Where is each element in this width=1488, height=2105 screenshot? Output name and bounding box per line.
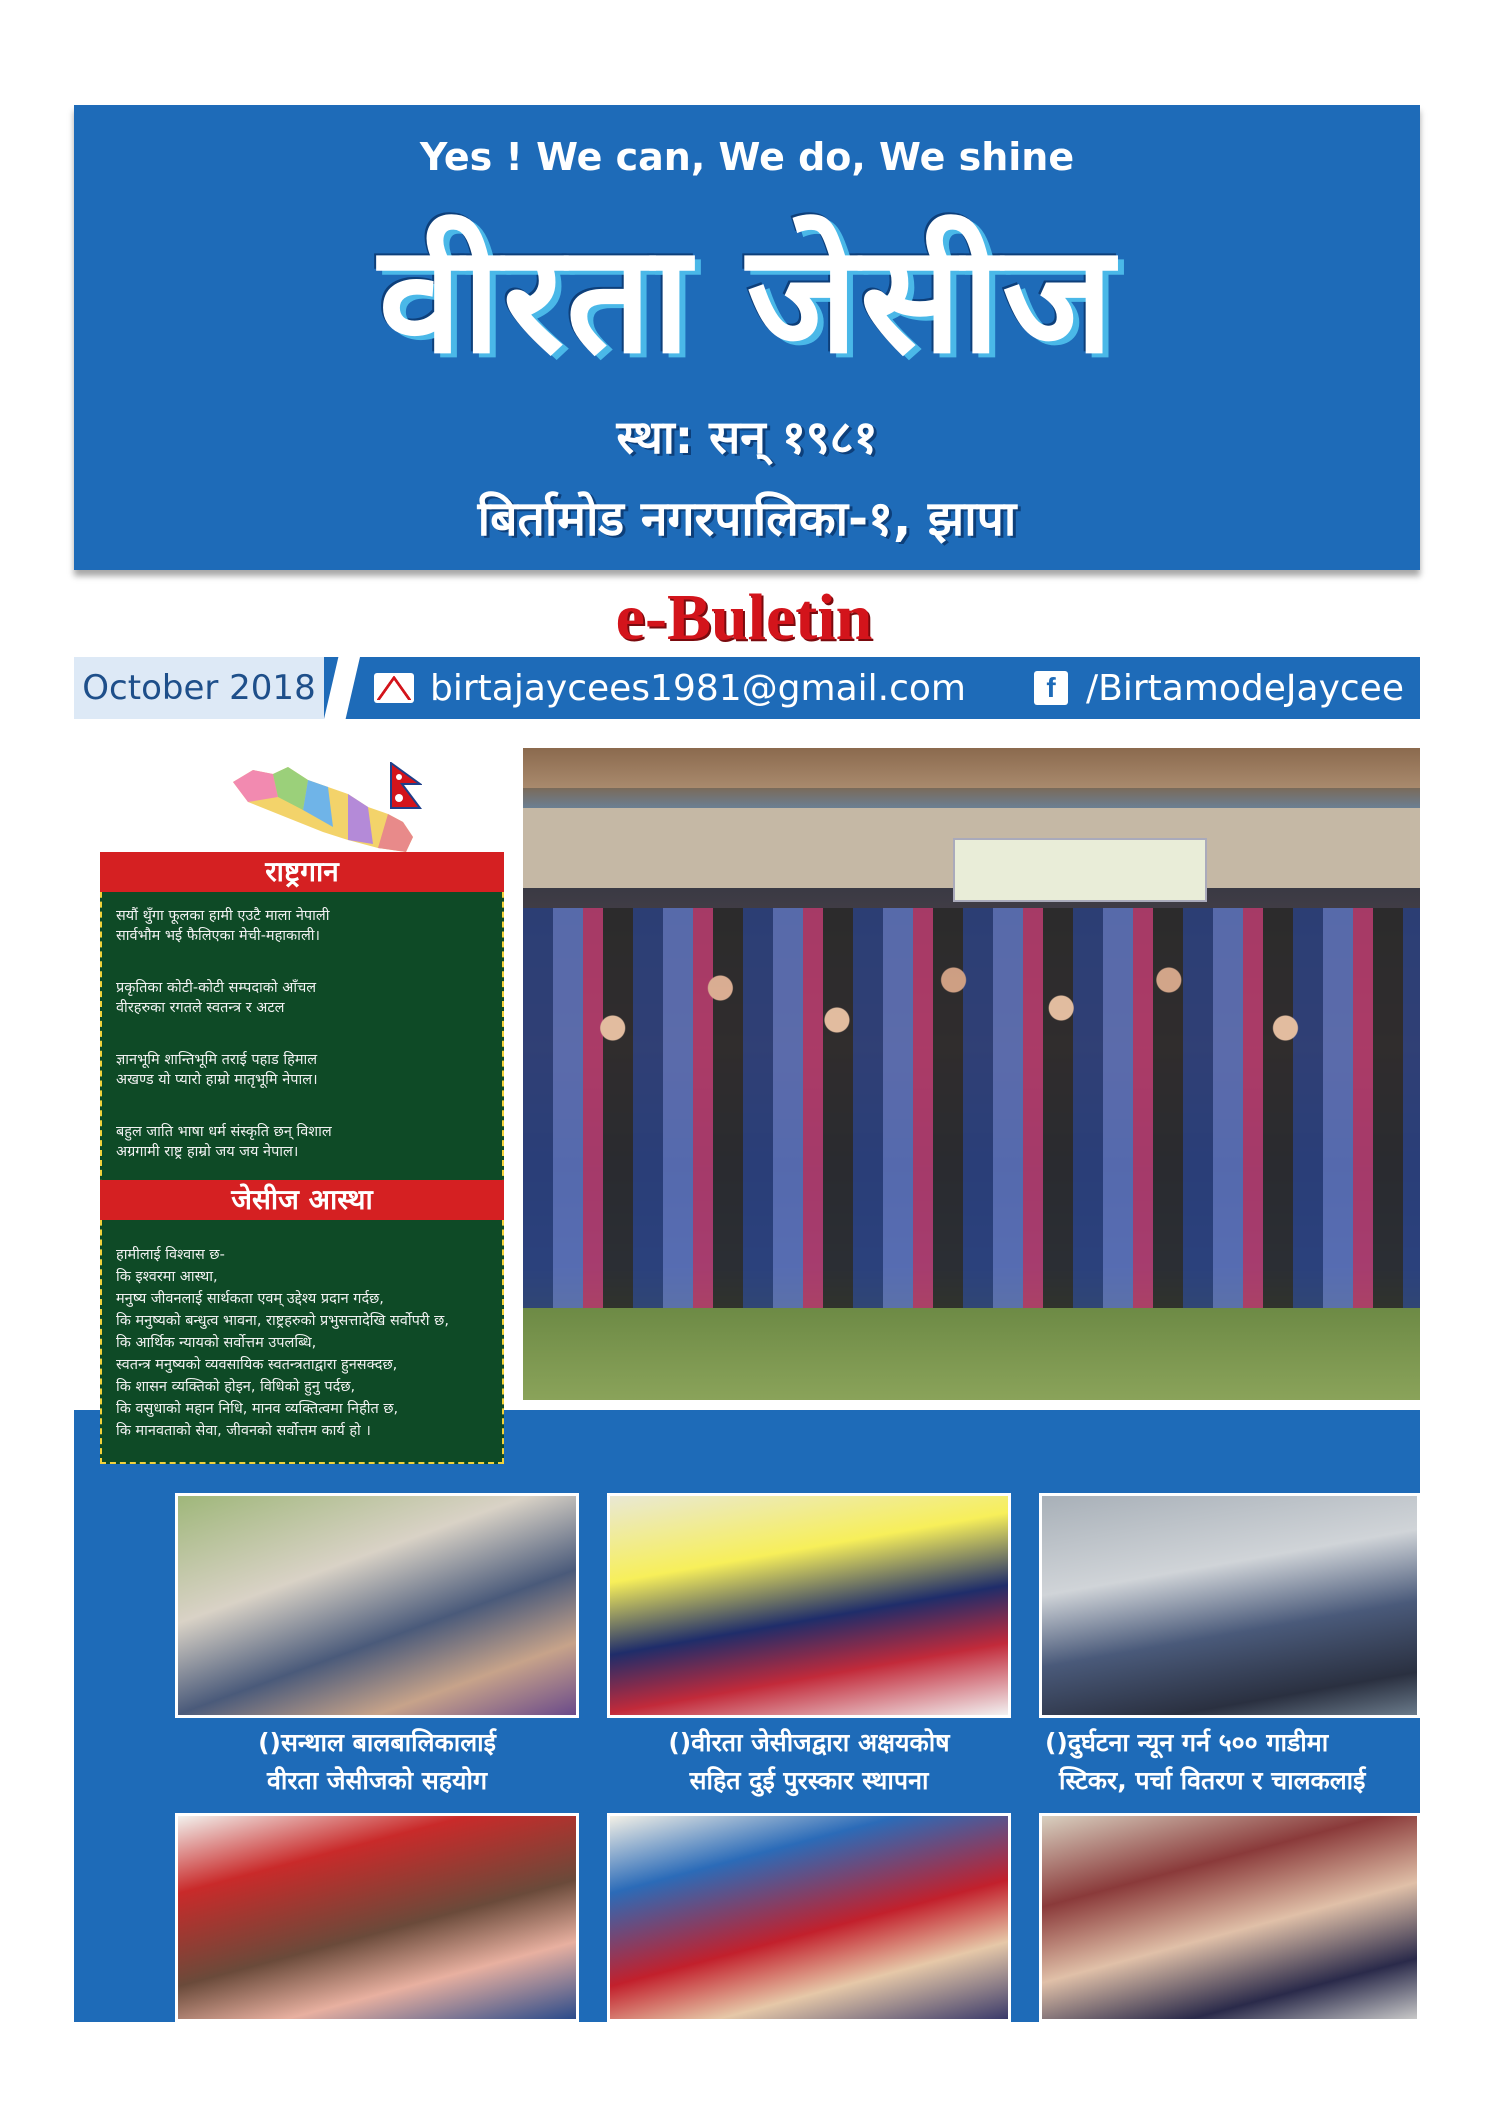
organization-title: वीरता जेसीज xyxy=(378,213,1116,387)
anthem-line: ज्ञानभूमि शान्तिभूमि तराई पहाड हिमाल xyxy=(116,1052,318,1068)
anthem-line: वीरहरुका रगतले स्वतन्त्र र अटल xyxy=(116,1000,285,1016)
creed-line: कि आर्थिक न्यायको सर्वोत्तम उपलब्धि, xyxy=(116,1335,317,1351)
established-year: स्था: सन् १९८१ xyxy=(616,410,878,464)
anthem-heading: राष्ट्रगान xyxy=(100,852,504,892)
facebook-handle[interactable]: /BirtamodeJaycee xyxy=(1086,667,1404,709)
main-group-photo xyxy=(523,748,1420,1400)
info-panel xyxy=(100,852,504,1464)
caption-line: ()दुर्घटना न्यून गर्न ५०० गाडीमा xyxy=(1045,1728,1329,1757)
tagline: Yes ! We can, We do, We shine xyxy=(419,135,1075,179)
nepal-flag-icon xyxy=(390,762,422,810)
anthem-line: बहुल जाति भाषा धर्म संस्कृति छन् विशाल xyxy=(116,1124,332,1140)
caption-line: ()सन्थाल बालबालिकालाई xyxy=(258,1728,496,1757)
anthem-line: अग्रगामी राष्ट्र हाम्रो जय जय नेपाल। xyxy=(116,1144,299,1160)
news-caption-3 xyxy=(1031,1724,1420,1800)
mail-icon xyxy=(374,673,414,703)
news-photo-5 xyxy=(607,1813,1011,2022)
photo-crowd xyxy=(523,908,1420,1308)
email-address[interactable]: birtajaycees1981@gmail.com xyxy=(430,667,966,709)
caption-line: स्टिकर, पर्चा वितरण र चालकलाई xyxy=(1059,1766,1366,1795)
creed-heading: जेसीज आस्था xyxy=(100,1180,504,1220)
line-gap xyxy=(116,1090,332,1122)
divider xyxy=(324,657,360,719)
info-bar xyxy=(74,657,1420,719)
line-gap xyxy=(116,1018,332,1050)
creed-line: मनुष्य जीवनलाई सार्थकता एवम् उद्देश्य प्रदान गर्दछ, xyxy=(116,1291,384,1307)
news-photo-1 xyxy=(175,1493,579,1718)
creed-line: कि वसुधाको महान निधि, मानव व्यक्तित्वमा निहीत छ, xyxy=(116,1401,399,1417)
creed-line: कि मनुष्यको बन्धुत्व भावना, राष्ट्रहरुको प्रभुसत्तादेखि सर्वोपरी छ, xyxy=(116,1313,449,1329)
facebook-contact[interactable] xyxy=(1034,657,1404,719)
issue-date: October 2018 xyxy=(74,657,324,719)
creed-line: कि शासन व्यक्तिको होइन, विधिको हुनु पर्दछ, xyxy=(116,1379,356,1395)
caption-line: सहित दुई पुरस्कार स्थापना xyxy=(689,1766,929,1795)
masthead xyxy=(74,105,1420,570)
news-caption-2 xyxy=(599,1724,1019,1800)
anthem-line: अखण्ड यो प्यारो हाम्रो मातृभूमि नेपाल। xyxy=(116,1072,318,1088)
news-photo-3 xyxy=(1039,1493,1420,1718)
creed-line: हामीलाई विश्वास छ- xyxy=(116,1247,225,1263)
creed-line: स्वतन्त्र मनुष्यको व्यवसायिक स्वतन्त्रताद्वारा हुनसक्दछ, xyxy=(116,1357,398,1373)
address: बिर्तामोड नगरपालिका-१, झापा xyxy=(477,491,1017,547)
news-photo-4 xyxy=(175,1813,579,2022)
anthem-text xyxy=(116,906,332,1162)
creed-text xyxy=(116,1244,449,1442)
photo-banner xyxy=(953,838,1207,902)
creed-line: कि मानवताको सेवा, जीवनको सर्वोत्तम कार्य हो । xyxy=(116,1423,371,1439)
news-photo-6 xyxy=(1039,1813,1420,2022)
line-gap xyxy=(116,946,332,978)
email-contact[interactable] xyxy=(374,657,966,719)
anthem-line: सयौं थुँगा फूलका हामी एउटै माला नेपाली xyxy=(116,908,330,924)
anthem-line: सार्वभौम भई फैलिएका मेची-महाकाली। xyxy=(116,928,321,944)
anthem-line: प्रकृतिका कोटी-कोटी सम्पदाको आँचल xyxy=(116,980,317,996)
bulletin-label: e-Buletin xyxy=(615,581,873,654)
creed-line: कि इश्वरमा आस्था, xyxy=(116,1269,218,1285)
caption-line: ()वीरता जेसीजद्वारा अक्षयकोष xyxy=(668,1728,950,1757)
facebook-icon: f xyxy=(1034,671,1068,705)
news-photo-2 xyxy=(607,1493,1011,1718)
caption-line: वीरता जेसीजको सहयोग xyxy=(266,1766,488,1795)
news-caption-1 xyxy=(167,1724,587,1800)
